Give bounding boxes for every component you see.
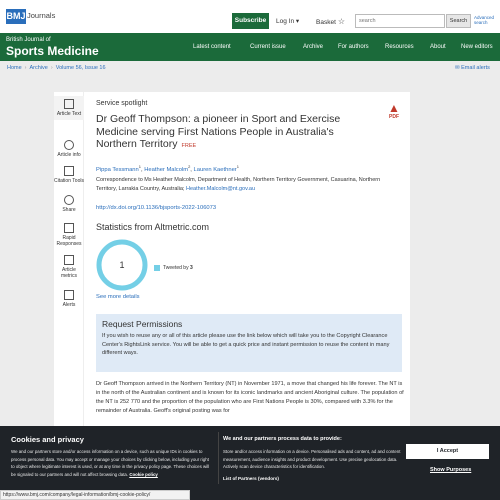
share-icon — [64, 195, 74, 205]
cookie-title: Cookies and privacy — [11, 435, 84, 444]
tweet-legend — [163, 265, 193, 271]
partners-title: We and our partners process data to provide: — [223, 436, 342, 442]
email-alerts-link[interactable] — [455, 65, 490, 71]
basket-link[interactable] — [316, 17, 345, 26]
tweet-label: Tweeted by — [163, 265, 189, 271]
search-button[interactable]: Search — [446, 14, 471, 28]
nav-resources[interactable]: Resources — [385, 44, 414, 50]
correspondence-email[interactable]: Heather.Malcolm@nt.gov.au — [185, 186, 256, 192]
tweet-legend-swatch — [154, 265, 160, 271]
correspondence — [96, 176, 396, 194]
nav-current-issue[interactable]: Current issue — [250, 44, 286, 50]
author-link[interactable]: Pippa Tessmann — [96, 166, 139, 173]
breadcrumb-separator: › — [50, 65, 53, 71]
breadcrumb-issue[interactable]: Volume 56, Issue 16 — [55, 65, 106, 71]
advanced-search-link[interactable]: Advanced search — [474, 15, 495, 25]
see-more-details-link[interactable]: See more details — [96, 294, 140, 300]
sidebar-item-rapid-responses[interactable] — [54, 223, 84, 247]
author-affiliation: 1 — [138, 164, 141, 169]
article-title — [96, 113, 366, 153]
journal-name[interactable]: Sports Medicine — [6, 44, 99, 58]
pdf-download[interactable] — [388, 102, 400, 120]
author-separator: , — [141, 166, 145, 173]
free-badge: FREE — [181, 143, 197, 149]
nav-archive[interactable]: Archive — [303, 44, 324, 50]
tweet-count: 3 — [189, 265, 193, 271]
show-purposes-link[interactable]: Show Purposes — [430, 467, 472, 473]
sidebar-item-article-info[interactable] — [54, 140, 84, 158]
bmj-logo[interactable]: BMJ — [6, 9, 26, 24]
sidebar-item-alerts[interactable] — [54, 290, 84, 308]
correspondence-text: Correspondence to Ms Heather Malcolm, Department of Health, Northern Territory Government, Casuarina, Northern Territory, Larrakia Country, Australia; — [96, 177, 381, 192]
metrics-icon — [64, 255, 74, 265]
doi-link[interactable]: http://dx.doi.org/10.1136/bjsports-2022-106073 — [96, 205, 217, 211]
journal-name-small: British Journal of — [6, 37, 51, 43]
nav-latest-content[interactable]: Latest content — [193, 44, 231, 50]
breadcrumb-archive[interactable]: Archive — [29, 65, 48, 71]
author-affiliation: 2 — [188, 164, 191, 169]
request-permissions-box — [96, 314, 402, 372]
request-permissions-text: If you wish to reuse any or all of this article please use the link below which will take you to the Copyright Clearance Center's RightsLink service. You will be able to get a quick price and instant permission to reuse the content in many different ways. — [102, 333, 390, 356]
article-type: Service spotlight — [96, 100, 148, 107]
sidebar-item-article-metrics[interactable] — [54, 255, 84, 279]
altmetric-donut[interactable] — [96, 239, 148, 291]
basket-icon: ☆ — [337, 17, 346, 26]
nav-for-authors[interactable]: For authors — [338, 44, 369, 50]
email-alerts-label: Email alerts — [461, 65, 490, 71]
sidebar-item-share[interactable] — [54, 195, 84, 213]
sidebar-item-citation-tools[interactable] — [54, 166, 84, 184]
altmetric-score: 1 — [119, 260, 125, 270]
sidebar-item-label: Rapid Responses — [56, 235, 82, 247]
nav-about[interactable]: About — [430, 44, 446, 50]
chevron-down-icon: ▾ — [295, 18, 300, 25]
partners-text: Store and/or access information on a device. Personalised ads and content, ad and content measurement, audience insights and product development. Use precise geolocation data. Actively scan device characteristics for identification. — [223, 449, 401, 469]
cookie-policy-link[interactable]: Cookie policy — [129, 471, 158, 477]
cookie-description: We and our partners store and/or access information on a device, such as unique IDs in cookies to process personal data. You may accept or manage your choices by clicking below, including your right to object where legitimate interest is used, or at any time in the privacy policy page. These choices will be signaled to our partners and will not affect browsing data. — [11, 449, 210, 477]
responses-icon — [64, 223, 74, 233]
cookie-banner — [0, 426, 500, 500]
subscribe-button[interactable]: Subscribe — [232, 13, 269, 29]
journals-label[interactable]: Journals — [27, 11, 56, 20]
status-bar-url: https://www.bmj.com/company/legal-information/bmj-cookie-policy/ — [0, 490, 190, 500]
author-affiliation: 1 — [236, 164, 239, 169]
request-permissions-title[interactable]: Request Permissions — [102, 319, 183, 329]
sidebar-item-label: Alerts — [62, 302, 76, 308]
sidebar-item-label: Share — [62, 207, 76, 213]
partners-list-link[interactable]: List of Partners (vendors) — [223, 476, 279, 481]
breadcrumb-separator: › — [24, 65, 27, 71]
article-body: Dr Geoff Thompson arrived in the Northern Territory (NT) in November 1971, a move that changed his life forever. The NT is in the north of the Australian continent and is known for its iconic landmarks and ancient Aboriginal culture. The population of the NT is 252 770 and the proportion of the population who are First Nations People is 30%, compared with 3.3% for the remainder of Australia. Geoff's original posting was for — [96, 381, 404, 414]
info-icon — [64, 140, 74, 150]
sidebar-item-article-text[interactable] — [54, 96, 84, 120]
breadcrumb — [7, 65, 106, 71]
article-text-icon — [64, 99, 74, 109]
article-title-text: Dr Geoff Thompson: a pioneer in Sport and Exercise Medicine serving First Nations People in Australia's Northern Territory — [96, 113, 341, 150]
basket-label: Basket — [316, 19, 336, 26]
author-link[interactable]: Lauren Kaethner — [193, 166, 237, 173]
author-separator: , — [190, 166, 194, 173]
sidebar-item-label: Article info — [57, 152, 81, 158]
search-input[interactable] — [355, 14, 445, 28]
pdf-icon: ▲ — [388, 101, 400, 115]
accept-button[interactable]: I Accept — [406, 444, 489, 459]
author-link[interactable]: Heather Malcolm — [144, 166, 189, 173]
mail-icon: ✉ — [455, 65, 460, 71]
sidebar-item-label: Article Text — [56, 111, 82, 117]
author-list — [96, 164, 239, 173]
login-link[interactable] — [276, 17, 299, 25]
cookie-text — [11, 448, 211, 478]
quote-icon — [64, 166, 74, 176]
altmetric-title: Statistics from Altmetric.com — [96, 222, 210, 232]
mail-icon — [64, 290, 74, 300]
sidebar-item-label: Article metrics — [60, 267, 78, 279]
login-label: Log In — [276, 18, 295, 25]
breadcrumb-home[interactable]: Home — [7, 65, 22, 71]
sidebar-item-label: Citation Tools — [54, 178, 84, 184]
top-bar — [0, 0, 500, 33]
cookie-divider — [218, 432, 219, 484]
pdf-label: PDF — [389, 114, 399, 120]
nav-new-editors[interactable]: New editors — [461, 44, 493, 50]
journal-nav-band — [0, 33, 500, 61]
